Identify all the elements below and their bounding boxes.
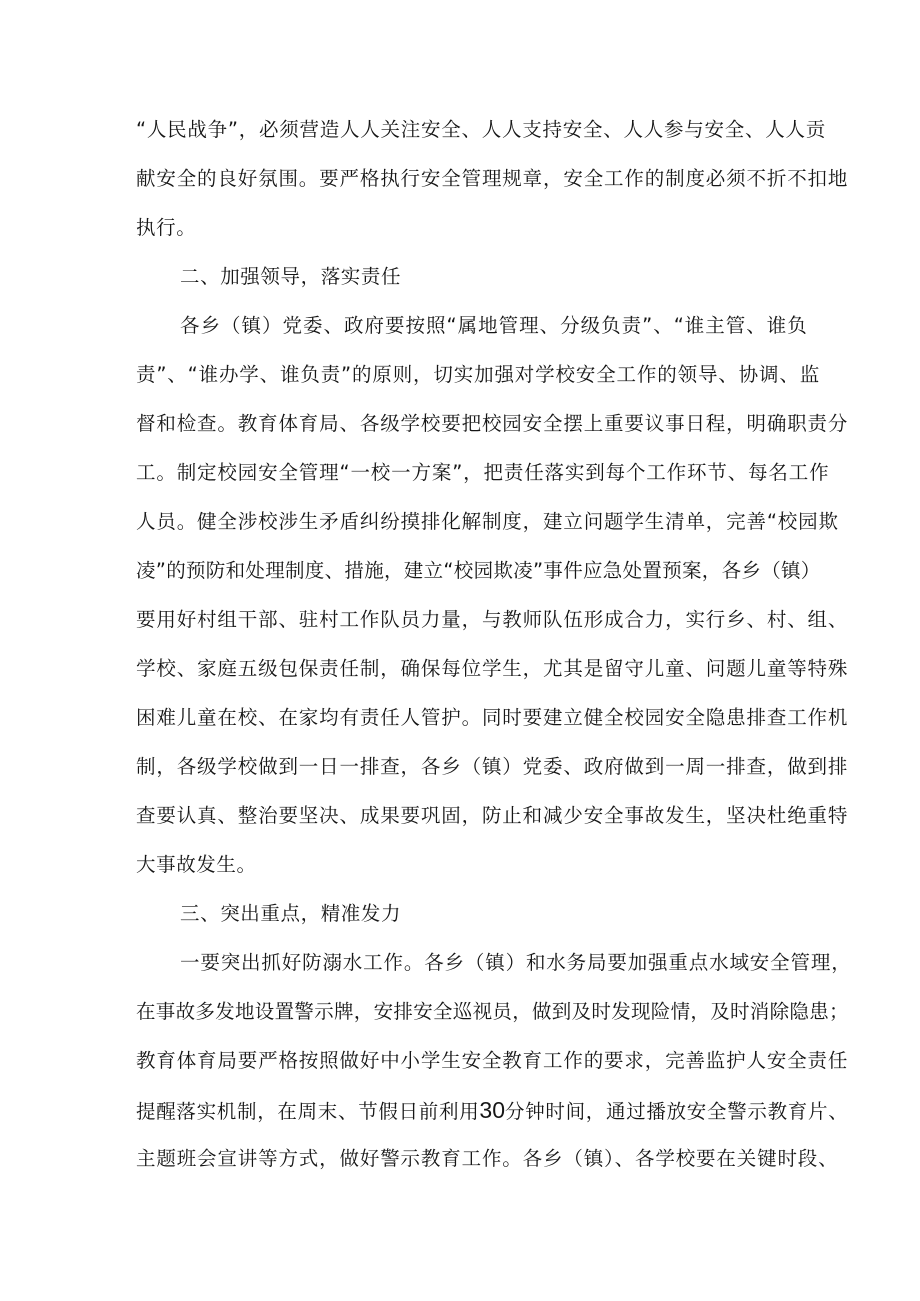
paragraph-2-line-11: 查要认真、整治要坚决、成果要巩固，防止和减少安全事故发生，坚决杜绝重特 (136, 804, 849, 827)
paragraph-2-line-4: 工。制定校园安全管理“一校一方案”，把责任落实到每个工作环节、每名工作 (136, 461, 830, 484)
paragraph-2-line-3: 督和检查。教育体育局、各级学校要把校园安全摆上重要议事日程，明确职责分 (136, 412, 849, 435)
paragraph-2-line-1: 各乡（镇）党委、政府要按照“属地管理、分级负责”、“谁主管、谁负 (180, 314, 808, 337)
paragraph-3-line-4 (136, 1097, 848, 1125)
section-heading-3: 三、突出重点，精准发力 (180, 902, 402, 925)
paragraph-1-line-1: “人民战争”，必须营造人人关注安全、人人支持安全、人人参与安全、人人贡 (136, 118, 826, 141)
paragraph-1-line-2: 献安全的良好氛围。要严格执行安全管理规章，安全工作的制度必须不折不扣地 (136, 167, 849, 190)
paragraph-2-line-6: 凌”的预防和处理制度、措施，建立“校园欺凌”事件应急处置预案，各乡（镇） (136, 559, 821, 582)
paragraph-3-line-5: 主题班会宣讲等方式，做好警示教育工作。各乡（镇）、各学校要在关键时段、 (136, 1147, 839, 1170)
paragraph-2-line-7: 要用好村组干部、驻村工作队员力量，与教师队伍形成合力，实行乡、村、组、 (136, 608, 849, 631)
minutes-number: 30 (479, 1097, 505, 1123)
paragraph-3-line-2: 在事故多发地设置警示牌，安排安全巡视员，做到及时发现险情，及时消除隐患； (136, 1000, 849, 1023)
paragraph-2-line-5: 人员。健全涉校涉生矛盾纠纷摸排化解制度，建立问题学生清单，完善“校园欺 (136, 510, 839, 533)
paragraph-3-line-4-end: 分钟时间，通过播放安全警示教育片、 (505, 1100, 849, 1123)
paragraph-1-line-3: 执行。 (136, 216, 197, 239)
paragraph-2-line-9: 困难儿童在校、在家均有责任人管护。同时要建立健全校园安全隐患排查工作机 (136, 706, 849, 729)
paragraph-3-line-1: 一要突出抓好防溺水工作。各乡（镇）和水务局要加强重点水域安全管理， (180, 951, 852, 974)
paragraph-2-line-10: 制，各级学校做到一日一排查，各乡（镇）党委、政府做到一周一排查，做到排 (136, 755, 849, 778)
paragraph-2-line-12: 大事故发生。 (136, 853, 257, 876)
section-heading-2: 二、加强领导，落实责任 (180, 265, 402, 288)
paragraph-2-line-2: 责”、“谁办学、谁负责”的原则，切实加强对学校安全工作的领导、协调、监 (136, 363, 821, 386)
paragraph-3-line-3: 教育体育局要严格按照做好中小学生安全教育工作的要求，完善监护人安全责任 (136, 1049, 849, 1072)
paragraph-2-line-8: 学校、家庭五级包保责任制，确保每位学生，尤其是留守儿童、问题儿童等特殊 (136, 657, 849, 680)
paragraph-3-line-4-start: 提醒落实机制，在周末、节假日前利用 (136, 1100, 480, 1123)
